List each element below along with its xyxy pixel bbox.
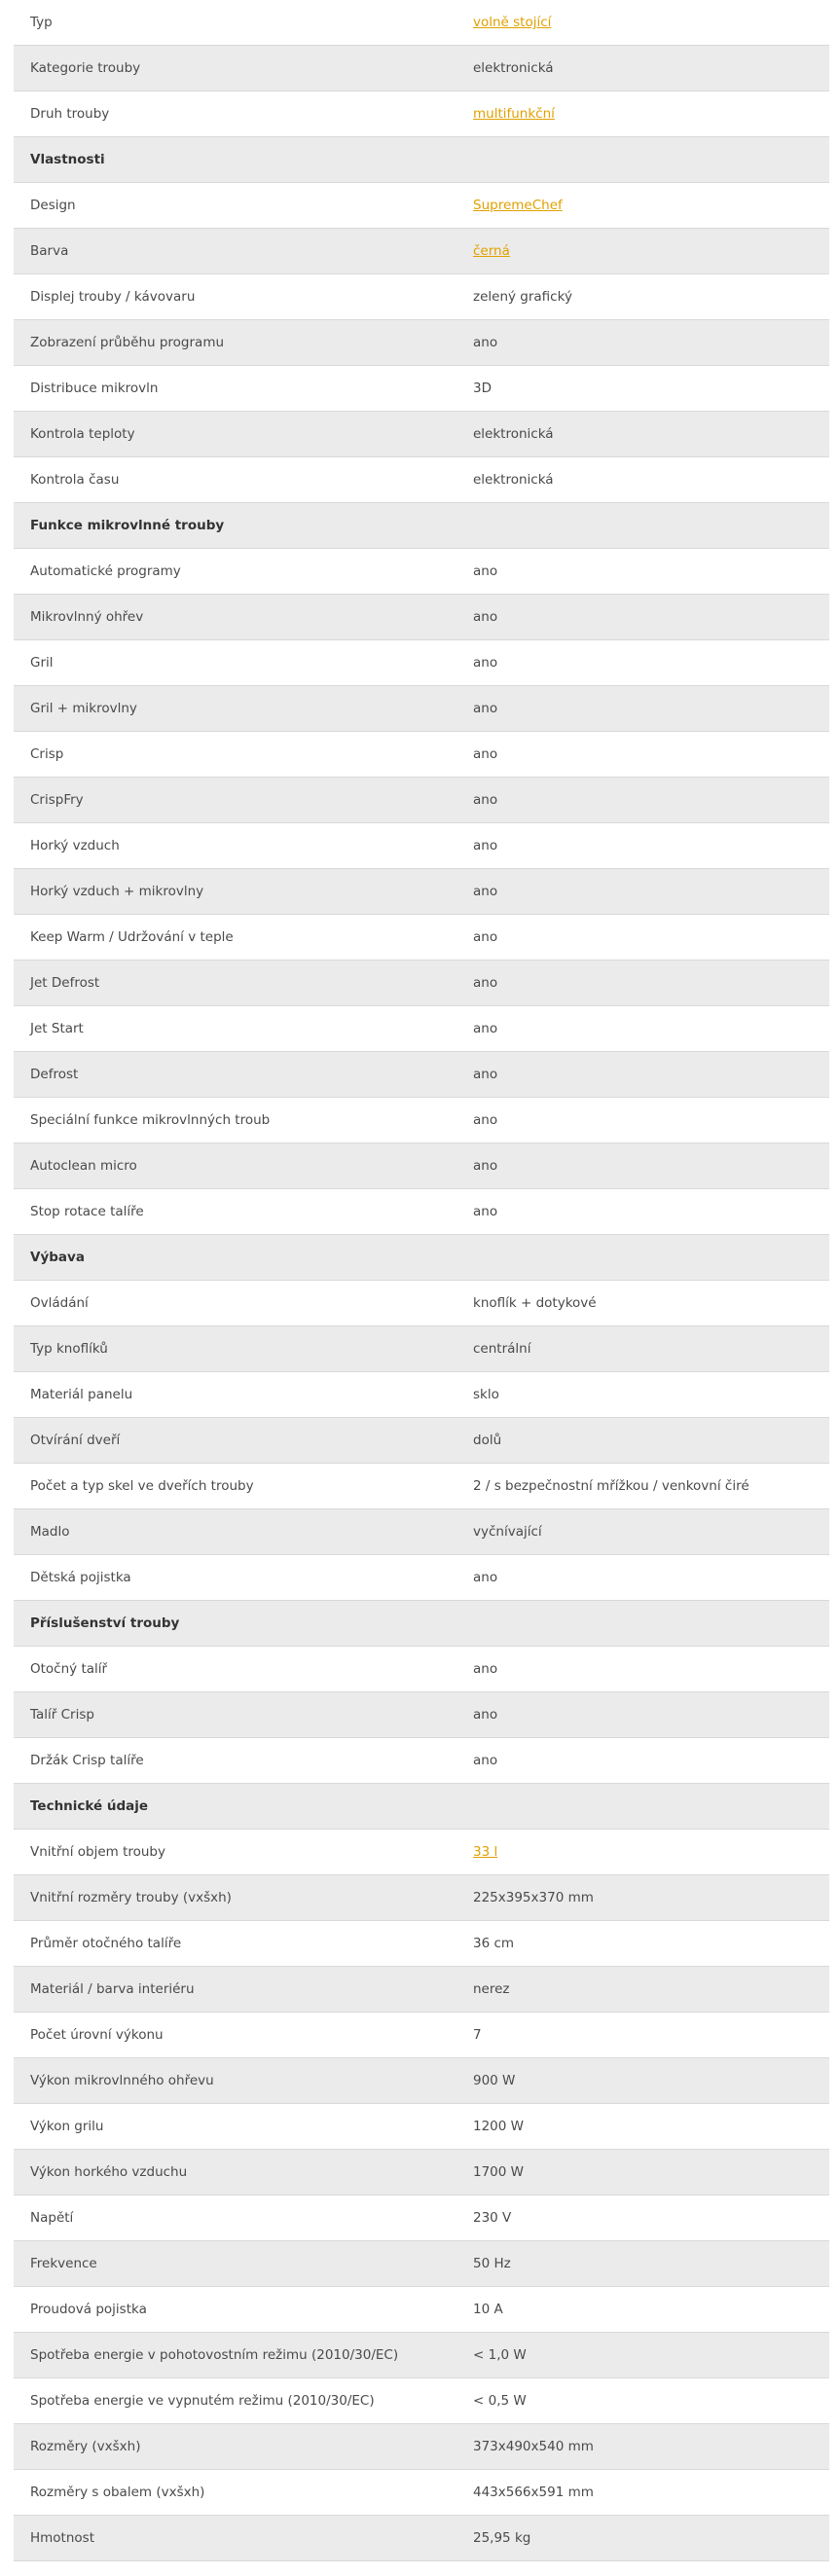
spec-row <box>14 0 829 46</box>
spec-row <box>14 46 829 91</box>
spec-label: Typ knoflíků <box>30 1341 108 1357</box>
spec-row <box>14 1326 829 1372</box>
spec-label: Horký vzduch + mikrovlny <box>30 884 204 899</box>
spec-label: Automatické programy <box>30 563 181 579</box>
spec-label: Materiál / barva interiéru <box>30 1981 195 1997</box>
spec-row <box>14 595 829 640</box>
spec-value: dolů <box>473 1433 502 1448</box>
spec-value: elektronická <box>473 472 554 488</box>
spec-row <box>14 2013 829 2058</box>
spec-row <box>14 1921 829 1967</box>
spec-label: Průměr otočného talíře <box>30 1936 182 1951</box>
spec-label: Crisp <box>30 746 64 762</box>
spec-row <box>14 1738 829 1784</box>
spec-value-link[interactable]: černá <box>473 243 510 259</box>
spec-row <box>14 457 829 503</box>
spec-value: 25,95 kg <box>473 2530 531 2546</box>
spec-row <box>14 91 829 137</box>
spec-label: Rozměry (vxšxh) <box>30 2439 141 2454</box>
spec-value: ano <box>473 701 498 716</box>
spec-row <box>14 640 829 686</box>
spec-label: Druh trouby <box>30 106 110 122</box>
spec-row <box>14 1372 829 1418</box>
spec-label: Autoclean micro <box>30 1158 137 1174</box>
spec-label: Defrost <box>30 1067 79 1082</box>
spec-value: 1700 W <box>473 2164 524 2180</box>
spec-row <box>14 2424 829 2470</box>
spec-label: Talíř Crisp <box>30 1707 94 1723</box>
spec-value: 50 Hz <box>473 2256 511 2271</box>
spec-label: Spotřeba energie v pohotovostním režimu (2010/30/EC) <box>30 2347 399 2363</box>
spec-value: ano <box>473 884 498 899</box>
spec-value: knoflík + dotykové <box>473 1295 597 1311</box>
spec-value: 225x395x370 mm <box>473 1890 594 1905</box>
spec-label: Barva <box>30 243 69 259</box>
spec-value-link[interactable]: 33 l <box>473 1844 498 1860</box>
spec-value: ano <box>473 335 498 350</box>
section-header-row <box>14 137 829 183</box>
spec-value: elektronická <box>473 60 554 76</box>
spec-row <box>14 1464 829 1509</box>
spec-row <box>14 1006 829 1052</box>
spec-label: Jet Start <box>30 1021 84 1036</box>
spec-value: 2 / s bezpečnostní mřížkou / venkovní čiré <box>473 1478 749 1494</box>
spec-row <box>14 1875 829 1921</box>
spec-value-link[interactable]: SupremeChef <box>473 198 563 213</box>
spec-row <box>14 686 829 732</box>
spec-value: ano <box>473 929 498 945</box>
section-header-row <box>14 1235 829 1281</box>
spec-value: 1200 W <box>473 2119 524 2134</box>
spec-value-link[interactable]: volně stojící <box>473 15 552 30</box>
spec-label: Madlo <box>30 1524 70 1540</box>
spec-value: 7 <box>473 2027 482 2043</box>
spec-row <box>14 2378 829 2424</box>
spec-label: Vnitřní objem trouby <box>30 1844 165 1860</box>
section-header-row <box>14 1601 829 1647</box>
spec-label: Gril + mikrovlny <box>30 701 137 716</box>
spec-row <box>14 2104 829 2150</box>
section-header-row <box>14 1784 829 1830</box>
spec-row <box>14 1509 829 1555</box>
spec-value: 443x566x591 mm <box>473 2485 594 2500</box>
spec-value: 230 V <box>473 2210 512 2226</box>
spec-label: Ovládání <box>30 1295 89 1311</box>
spec-value: ano <box>473 1204 498 1219</box>
spec-label: Jet Defrost <box>30 975 100 991</box>
spec-value: ano <box>473 792 498 808</box>
section-title: Výbava <box>30 1250 85 1265</box>
spec-value: ano <box>473 1661 498 1677</box>
spec-row <box>14 778 829 823</box>
spec-value: ano <box>473 1112 498 1128</box>
spec-row <box>14 1098 829 1143</box>
spec-row <box>14 1647 829 1692</box>
spec-value: ano <box>473 1753 498 1768</box>
spec-value: vyčnívající <box>473 1524 542 1540</box>
spec-row <box>14 823 829 869</box>
spec-value-link[interactable]: multifunkční <box>473 106 555 122</box>
spec-row <box>14 732 829 778</box>
spec-value: ano <box>473 655 498 671</box>
spec-value: sklo <box>473 1387 499 1402</box>
spec-row <box>14 2058 829 2104</box>
spec-value: nerez <box>473 1981 510 1997</box>
spec-row <box>14 366 829 412</box>
spec-value: ano <box>473 746 498 762</box>
spec-row <box>14 2195 829 2241</box>
spec-value: ano <box>473 609 498 625</box>
spec-row <box>14 320 829 366</box>
spec-label: Stop rotace talíře <box>30 1204 144 1219</box>
spec-value: ano <box>473 1570 498 1585</box>
spec-value: zelený grafický <box>473 289 572 305</box>
spec-value: ano <box>473 1707 498 1723</box>
spec-label: Otvírání dveří <box>30 1433 121 1448</box>
spec-label: Materiál panelu <box>30 1387 133 1402</box>
spec-value: ano <box>473 838 498 853</box>
section-title: Příslušenství trouby <box>30 1615 180 1631</box>
spec-row <box>14 1281 829 1326</box>
spec-label: Kontrola teploty <box>30 426 135 442</box>
spec-label: Design <box>30 198 76 213</box>
spec-label: Horký vzduch <box>30 838 120 853</box>
spec-label: Otočný talíř <box>30 1661 108 1677</box>
spec-value: 900 W <box>473 2073 516 2088</box>
spec-row <box>14 412 829 457</box>
spec-value: 10 A <box>473 2302 503 2317</box>
spec-label: Napětí <box>30 2210 74 2226</box>
spec-label: Typ <box>30 15 53 30</box>
spec-label: Počet a typ skel ve dveřích trouby <box>30 1478 254 1494</box>
spec-row <box>14 915 829 961</box>
spec-label: Keep Warm / Udržování v teple <box>30 929 234 945</box>
spec-row <box>14 549 829 595</box>
spec-label: Výkon horkého vzduchu <box>30 2164 188 2180</box>
spec-value: elektronická <box>473 426 554 442</box>
section-title: Technické údaje <box>30 1798 149 1814</box>
section-title: Vlastnosti <box>30 152 105 167</box>
spec-value: ano <box>473 1158 498 1174</box>
spec-row <box>14 1692 829 1738</box>
spec-label: CrispFry <box>30 792 84 808</box>
spec-label: Rozměry s obalem (vxšxh) <box>30 2485 205 2500</box>
spec-row <box>14 961 829 1006</box>
spec-value: centrální <box>473 1341 531 1357</box>
spec-label: Distribuce mikrovln <box>30 381 159 396</box>
spec-row <box>14 2516 829 2561</box>
spec-row <box>14 2150 829 2195</box>
spec-row <box>14 1052 829 1098</box>
section-title: Funkce mikrovlnné trouby <box>30 518 225 533</box>
spec-row <box>14 2333 829 2378</box>
spec-label: Mikrovlnný ohřev <box>30 609 144 625</box>
spec-label: Dětská pojistka <box>30 1570 131 1585</box>
spec-row <box>14 1143 829 1189</box>
section-header-row <box>14 503 829 549</box>
spec-label: Spotřeba energie ve vypnutém režimu (2010/30/EC) <box>30 2393 375 2409</box>
spec-value: ano <box>473 975 498 991</box>
spec-label: Zobrazení průběhu programu <box>30 335 225 350</box>
spec-row <box>14 2287 829 2333</box>
spec-row <box>14 1830 829 1875</box>
spec-label: Výkon grilu <box>30 2119 104 2134</box>
spec-row <box>14 229 829 274</box>
spec-label: Vnitřní rozměry trouby (vxšxh) <box>30 1890 232 1905</box>
spec-row <box>14 2241 829 2287</box>
spec-label: Počet úrovní výkonu <box>30 2027 164 2043</box>
spec-row <box>14 1189 829 1235</box>
spec-label: Kontrola času <box>30 472 120 488</box>
spec-label: Kategorie trouby <box>30 60 141 76</box>
spec-label: Gril <box>30 655 54 671</box>
spec-row <box>14 1418 829 1464</box>
spec-value: 373x490x540 mm <box>473 2439 594 2454</box>
spec-table <box>14 0 829 2561</box>
spec-label: Výkon mikrovlnného ohřevu <box>30 2073 214 2088</box>
spec-row <box>14 274 829 320</box>
spec-row <box>14 183 829 229</box>
spec-value: ano <box>473 1021 498 1036</box>
spec-value: 3D <box>473 381 492 396</box>
spec-label: Držák Crisp talíře <box>30 1753 144 1768</box>
spec-row <box>14 2470 829 2516</box>
spec-row <box>14 1555 829 1601</box>
spec-value: < 1,0 W <box>473 2347 527 2363</box>
spec-label: Speciální funkce mikrovlnných troub <box>30 1112 271 1128</box>
spec-label: Frekvence <box>30 2256 97 2271</box>
spec-value: ano <box>473 563 498 579</box>
spec-label: Proudová pojistka <box>30 2302 147 2317</box>
spec-label: Displej trouby / kávovaru <box>30 289 196 305</box>
spec-value: < 0,5 W <box>473 2393 527 2409</box>
spec-label: Hmotnost <box>30 2530 94 2546</box>
spec-row <box>14 869 829 915</box>
spec-value: 36 cm <box>473 1936 515 1951</box>
spec-value: ano <box>473 1067 498 1082</box>
spec-row <box>14 1967 829 2013</box>
